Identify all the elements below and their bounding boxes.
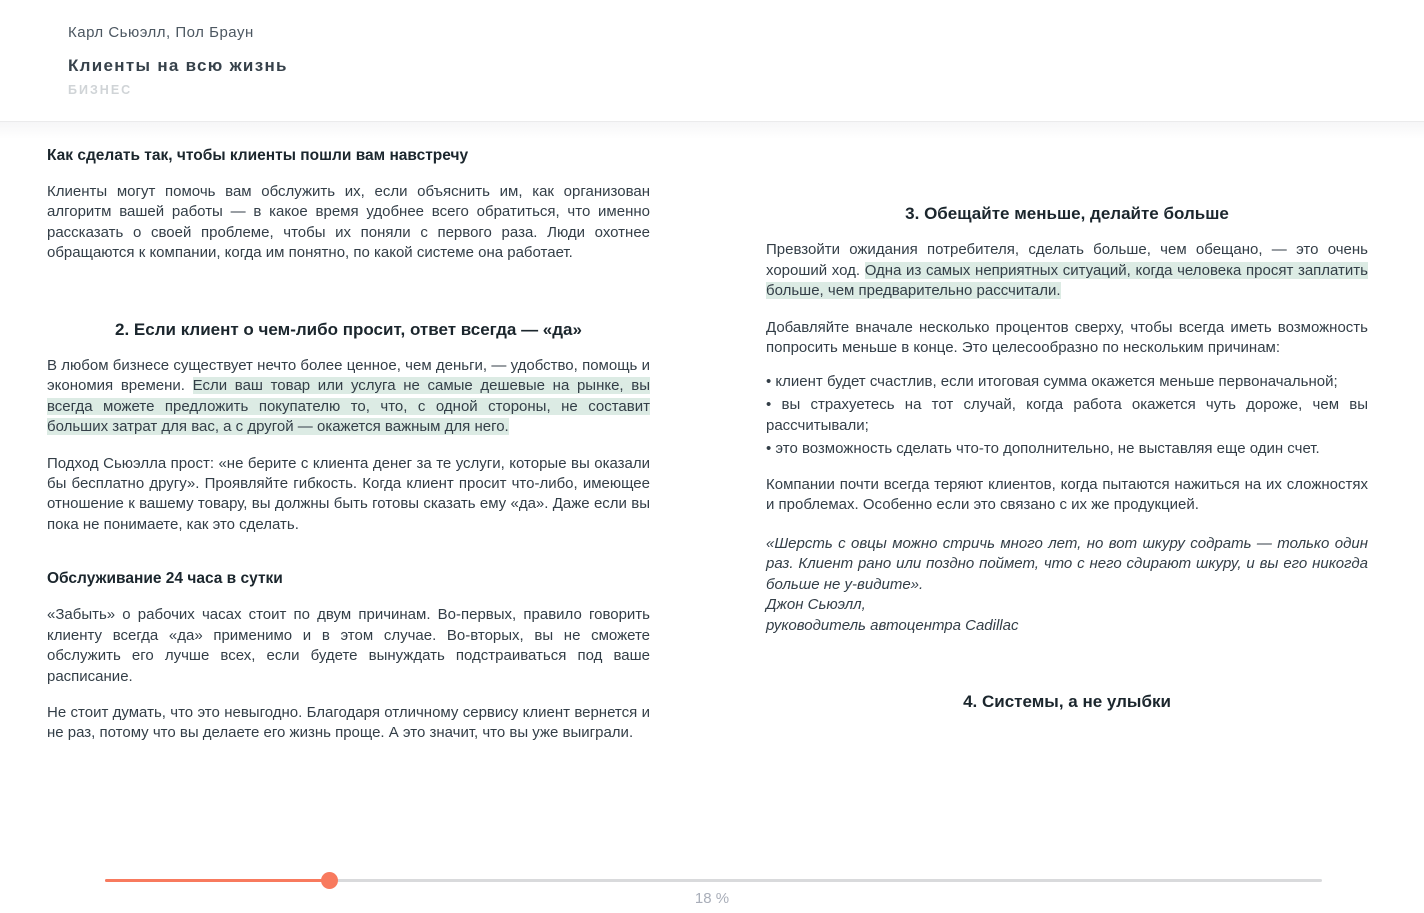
paragraph: «Забыть» о рабочих часах стоит по двум причинам. Во-первых, правило говорить клиенту всегда «да» применимо и в этом случае. Во-вторых, вы не сможете обслужить его лучше всех, если будете вынуждать подстраиваться под ваше расписание. [47, 606, 650, 685]
paragraph: Подход Сьюэлла прост: «не берите с клиента денег за те услуги, которые вы оказали бы бесплатно другу». Проявляйте гибкость. Когда клиент просит что-либо, имеющее отношение к вашему товару, вы должны быть готовы сказать ему «да». Даже если вы пока не понимаете, как это сделать. [47, 454, 650, 533]
progress-percent-label: 18 % [694, 890, 730, 907]
paragraph-text: Превзойти ожидания потребителя, сделать больше, чем обещано, — это очень хороший ход. [766, 241, 1368, 279]
quote-author-role: руководитель автоцентра Cadillac [766, 616, 1019, 634]
paragraph: Клиенты могут помочь вам обслужить их, если объяснить им, как организован алгоритм вашей работы — в какое время удобнее всего обратиться, что именно рассказать о своей проблеме, чтобы их поняли с первого раза. Люди охотнее обращаются к компании, когда им понятно, по какой системе она работает. [47, 183, 650, 262]
book-category: БИЗНЕС [68, 83, 133, 97]
book-authors: Карл Сьюэлл, Пол Браун [68, 24, 254, 41]
chapter-heading-3: 3. Обещайте меньше, делайте больше [905, 204, 1229, 223]
bullet-item: • клиент будет счастлив, если итоговая сумма окажется меньше первоначальной; [766, 373, 1338, 391]
paragraph-with-highlight [766, 240, 1368, 301]
header-divider [0, 121, 1424, 139]
section-heading-clients-meet: Как сделать так, чтобы клиенты пошли вам навстречу [47, 147, 469, 164]
bullet-item: • вы страхуетесь на тот случай, когда работа окажется чуть дороже, чем вы рассчитывали; [766, 396, 1368, 434]
highlighted-text: Одна из самых неприятных ситуаций, когда человека просят заплатить больше, чем предварительно рассчитали. [766, 261, 1368, 300]
right-column [766, 146, 1368, 714]
quote-text: «Шерсть с овцы можно стричь много лет, но вот шкуру содрать — только один раз. Клиент рано или поздно поймет, что с него сдирают шкуру, и вы его никогда больше не у-видите». [766, 534, 1368, 593]
progress-slider-fill [105, 879, 330, 882]
section-heading-24h-service: Обслуживание 24 часа в сутки [47, 570, 283, 588]
chapter-heading-4: 4. Системы, а не улыбки [963, 691, 1171, 711]
paragraph: Добавляйте вначале несколько процентов сверху, чтобы всегда иметь возможность попросить меньше в конце. Это целесообразно по нескольким причинам: [766, 318, 1368, 357]
progress-slider-knob[interactable] [321, 872, 338, 889]
chapter-heading-2: 2. Если клиент о чем-либо просит, ответ всегда — «да» [115, 319, 582, 339]
progress-slider-track[interactable] [105, 879, 1322, 882]
paragraph-text: В любом бизнесе существует нечто более ценное, чем деньги, — удобство, помощь и экономия времени. [47, 357, 650, 395]
left-column [47, 146, 650, 744]
paragraph-with-highlight [47, 356, 650, 438]
bullet-item: • это возможность сделать что-то дополнительно, не выставляя еще один счет. [766, 439, 1320, 457]
quote-block [766, 534, 1368, 636]
progress-footer [0, 850, 1424, 913]
quote-author: Джон Сьюэлл, [766, 596, 866, 614]
paragraph: Компании почти всегда теряют клиентов, когда пытаются нажиться на их сложностях и проблемах. Особенно если это связано с их же продукцией. [766, 476, 1368, 514]
paragraph: Не стоит думать, что это невыгодно. Благодаря отличному сервису клиент вернется и не раз, потому что вы делаете его жизнь проще. А это значит, что вы уже выиграли. [47, 703, 650, 742]
book-header [0, 0, 1424, 121]
book-title: Клиенты на всю жизнь [68, 56, 288, 75]
highlighted-text: Если ваш товар или услуга не самые дешевые на рынке, вы всегда можете предложить покупателю то, что, с одной стороны, не составит больших затрат для вас, а с другой — окажется важным для него. [47, 377, 651, 436]
bullet-list [766, 372, 1368, 459]
